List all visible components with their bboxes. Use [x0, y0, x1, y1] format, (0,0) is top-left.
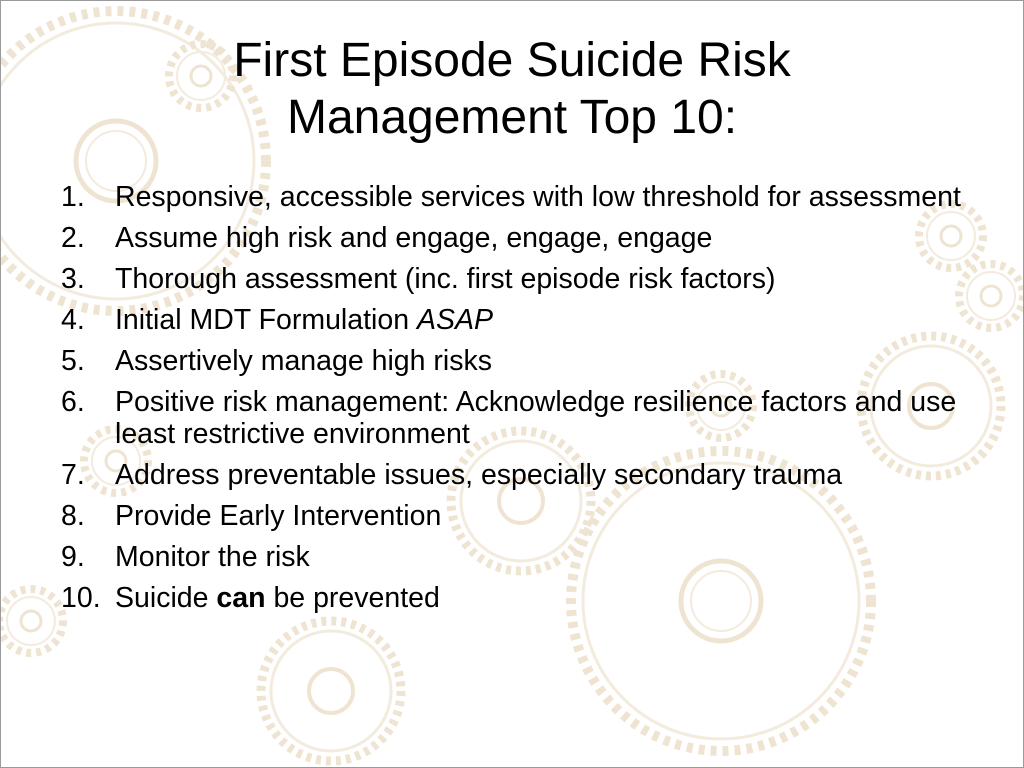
item-emphasis-asap: ASAP	[416, 304, 494, 336]
gear-icon	[1, 589, 63, 653]
item-text-after: be prevented	[265, 582, 440, 614]
slide-title	[1, 33, 1023, 146]
item-text: Monitor the risk	[115, 541, 310, 573]
item-text: Provide Early Intervention	[115, 500, 442, 532]
gear-icon	[959, 264, 1023, 328]
list-item	[61, 345, 961, 377]
item-number: 9.	[61, 541, 85, 573]
list-item	[61, 386, 961, 450]
top-10-list	[61, 181, 961, 623]
item-text: Positive risk management: Acknowledge resilience factors and use least restrictive environment	[115, 386, 957, 450]
list-item	[61, 459, 961, 491]
list-item	[61, 263, 961, 295]
list-item	[61, 500, 961, 532]
list-item	[61, 222, 961, 254]
item-number: 8.	[61, 500, 85, 532]
item-number: 10.	[61, 582, 101, 614]
item-number: 4.	[61, 304, 85, 336]
item-number: 5.	[61, 345, 85, 377]
item-text: Responsive, accessible services with low threshold for assessment	[115, 181, 961, 213]
item-number: 3.	[61, 263, 85, 295]
item-text: Initial MDT Formulation	[115, 304, 417, 336]
list-item	[61, 304, 961, 336]
gear-icon	[261, 621, 401, 761]
item-emphasis-can: can	[216, 582, 266, 614]
list-item	[61, 181, 961, 213]
item-number: 1.	[61, 181, 85, 213]
list-item	[61, 541, 961, 573]
item-number: 6.	[61, 386, 85, 418]
item-text: Assertively manage high risks	[115, 345, 492, 377]
list-item	[61, 582, 961, 614]
slide-title-line-1: First Episode Suicide Risk	[233, 34, 791, 87]
item-text: Thorough assessment (inc. first episode risk factors)	[115, 263, 776, 295]
item-text: Assume high risk and engage, engage, engage	[115, 222, 713, 254]
item-number: 7.	[61, 459, 85, 491]
item-text: Suicide	[115, 582, 217, 614]
item-number: 2.	[61, 222, 85, 254]
item-text: Address preventable issues, especially secondary trauma	[115, 459, 843, 491]
slide-title-line-2: Management Top 10:	[286, 90, 738, 144]
